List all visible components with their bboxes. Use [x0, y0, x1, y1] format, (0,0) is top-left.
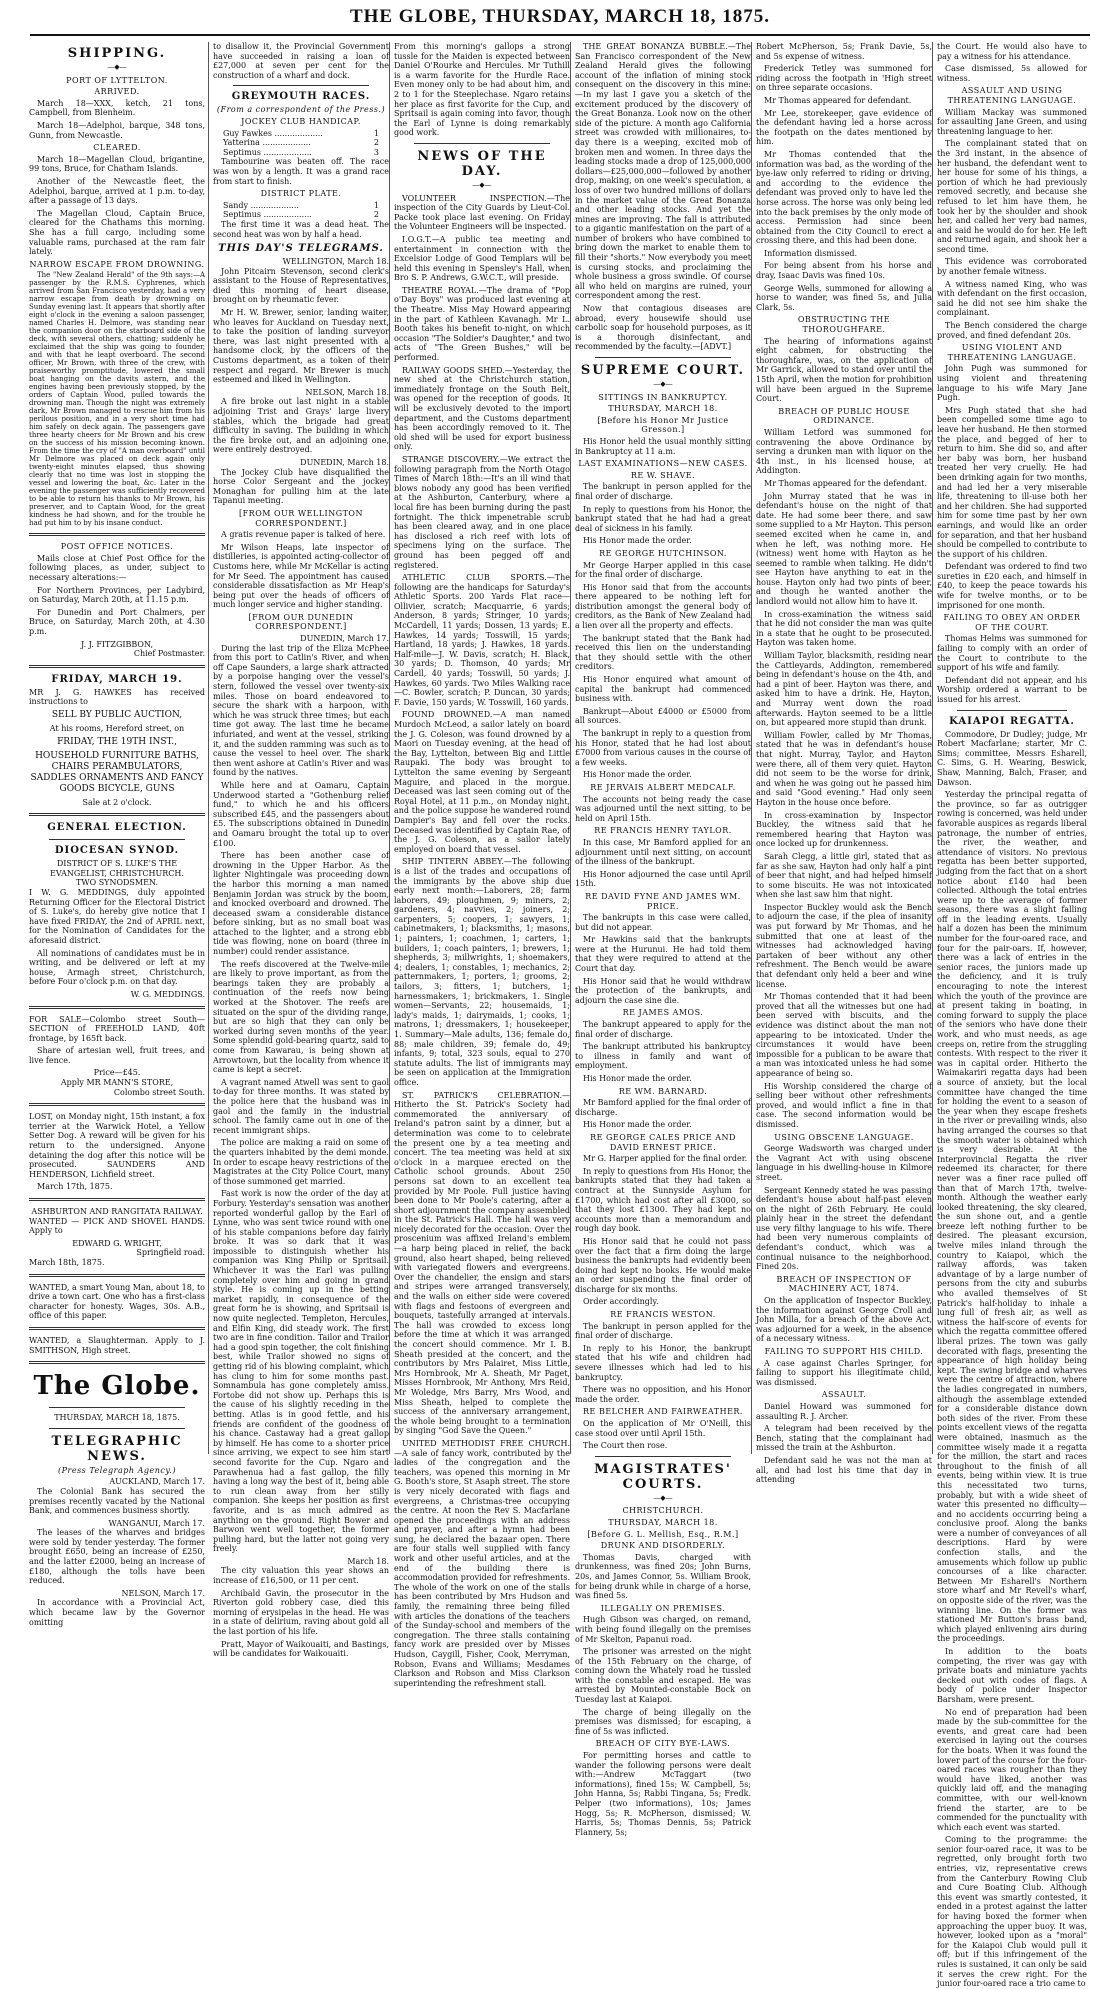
divider	[49, 1407, 185, 1408]
paragraph: In reply to questions from His Honor, the bankrupts stated that they had taken a contract at the Sunnyside Asylum for £1700, which had cost after all £3000, so that they lost £1300. They had kept no accounts more than a memorandum and rough day book.	[575, 1166, 751, 1234]
horse-name: Sandy ...................	[223, 200, 299, 210]
paragraph: Share of artesian well, fruit trees, and live fence.	[29, 1046, 205, 1065]
paragraph: March 18—Adelphoi, barque, 348 tons, Gunn, from Newcastle.	[29, 120, 205, 140]
paragraph: Frederick Tetley was summoned for riding across the footpath in 'High street on three separate occasions.	[756, 64, 932, 93]
case-heading: RE JAMES AMOS.	[622, 1008, 704, 1018]
paragraph: Archibald Gavin, the prosecutor in the Riverton gold robbery case, died this morning of erysipelas in the head. He was in a state of delirium, raving about gold all the last portion of his life.	[213, 1588, 389, 1637]
paragraph: Defendant was ordered to find two sureties in £20 each, and himself in £40, to keep the peace towards his wife for twelve months, or to be imprisoned for one month.	[937, 562, 1087, 610]
signature: J. J. FITZGIBBON,	[81, 639, 153, 649]
paragraph: A gratis revenue paper is talked of here.	[221, 530, 386, 540]
case-heading: USING VIOLENT AND THREATENING LANGUAGE.	[947, 343, 1077, 362]
paragraph: WANTED — PICK AND SHOVEL HANDS. Apply to	[29, 1216, 205, 1236]
paragraph: His Honor held the usual monthly sitting in Bankruptcy at 11 a.m.	[575, 436, 751, 456]
paragraph: In reply to questions from his Honor, the bankrupt stated that he had had a great deal of sickness in his family.	[575, 504, 751, 533]
ad-line: Price—£45.	[93, 1068, 141, 1078]
section-heading: KAIAPOI REGATTA.	[949, 715, 1075, 727]
paragraph: William Letford was summoned for contravening the above Ordinance by serving a drunken man with liquor on the 4th inst., in his licensed house, at Addington.	[756, 427, 932, 476]
paragraph: The Magellan Cloud, Captain Bruce, cleared for the Chathams this morning. She has a full cargo, including some valuable rams, purchased at the ram fair lately.	[29, 208, 205, 257]
race-row	[213, 129, 389, 139]
divider	[29, 813, 205, 816]
paragraph: the Court. He would also have to pay a witness for his attendance.	[937, 42, 1087, 61]
horse-name: Guy Fawkes ...................	[223, 128, 323, 138]
race-results	[213, 201, 389, 220]
divider	[29, 1103, 205, 1106]
placing: 1	[373, 200, 379, 210]
case-heading: RE FRANCIS HENRY TAYLOR.	[594, 826, 732, 836]
paragraph: The bankrupt appeared to apply for the final order of discharge.	[575, 1020, 751, 1039]
paragraph: I.O.G.T.—A public tea meeting and entertainment in connection with the Excelsior Lodge of Good Templars will be held this evening in Spensley's Hall, when Bro S. P. Andrews, G.W.C.T., will preside.	[394, 234, 570, 283]
subheading: TWO SYNODSMEN.	[76, 878, 158, 888]
case-heading: BREACH OF CITY BYE-LAWS.	[595, 1739, 731, 1749]
case-heading: USING OBSCENE LANGUAGE.	[774, 1132, 914, 1142]
paragraph: This evidence was corroborated by another female witness.	[937, 257, 1087, 277]
dateline: AUCKLAND, March 17.	[109, 1477, 205, 1487]
paragraph: Information dismissed.	[764, 248, 858, 258]
paragraph: For being absent from his horse and dray, Isaac Davis was fined 10s.	[756, 261, 932, 281]
section-heading: FRIDAY, MARCH 19.	[51, 673, 183, 685]
masthead-rule	[30, 34, 1090, 36]
subheading: DISTRICT PLATE.	[260, 189, 342, 199]
ad-line: EDWARD G. WRIGHT,	[72, 1238, 162, 1248]
case-heading: DRUNK AND DISORDERLY.	[600, 1541, 726, 1551]
divider	[29, 533, 205, 536]
subheading: LAST EXAMINATIONS—NEW CASES.	[578, 459, 748, 469]
paragraph: The Court then rose.	[583, 1441, 668, 1451]
subheading: ARRIVED.	[94, 87, 140, 97]
paragraph: There was no opposition, and his Honor made the order.	[575, 1385, 751, 1404]
paragraph: His Honor made the order.	[583, 536, 692, 546]
paragraph: Pratt, Mayor of Waikouaiti, and Bastings, will be candidates for Waikouaiti.	[213, 1639, 389, 1659]
subheading: PORT OF LYTTELTON.	[66, 75, 168, 85]
paragraph: SHIP TINTERN ABBEY.—The following is a list of the trades and occupations of the immigrants by the above ship due early next month:—Laborers, 28; farm laborers, 49; ploughmen, 9; miners, 2; gardeners, 4; navvies, 2; joiners, 2; carpenters, 5; coopers, 1; sawyers, 1; cabinetmakers, 1; blacksmiths, 1; masons, 1; painters, 1; coachmen, 1; carters, 1; builders, 1; coach painters, 1; brewers, 1; shepherds, 3; millwrights, 1; shoemakers, 4; dealers, 1; constables, 1; mechanics, 2; patternmakers, 1; porters, 1; grooms, 2; tailors, 3; fitters, 1; butchers, 1; harnessmakers, 1; brickmakers, 1. Single women—Servants, 22; housemaids, 1; lady's maids, 1; dairymaids, 1; cooks, 1; matrons, 1; dressmakers, 1; housekeeper, 1. Summary—Male adults, 136; female do, 88; male children, 39; female do, 49; infants, 9; total, 323 souls, equal to 270 statute adults. The list of immigrants may be seen on application at the Immigration office.	[394, 857, 570, 1087]
divider	[29, 1361, 205, 1364]
paragraph: STRANGE DISCOVERY.—We extract the following paragraph from the North Otago Times of March 18th:—It's an ill wind that blows nobody any good has been verified at the Ashburton, Canterbury, where a local fire has been burning during the past fortnight. The thick impenetrable scrub has been cleared away, and in one place has disclosed a rich reef with lots of specimens lying on the surface. The ground has been pegged off and registered.	[394, 454, 570, 570]
signature: W. G. MEDDINGS.	[130, 989, 205, 999]
column-6	[937, 42, 1088, 1989]
paragraph: A telegram had been received by the Bench, stating that the complainant had missed the train at the Ashburton.	[756, 1424, 932, 1453]
paragraph: Mr Wilson Heaps, late inspector of distilleries, is appointed acting-collector of Customs here, while Mr McKellar is acting for Mr Seed. The appointment has caused considerable dissatisfaction as Mr Heap's being put over the heads of officers of much longer service and higher standing.	[213, 542, 389, 610]
paragraph: There has been another case of drowning in the Upper Harbor. As the lighter Nightingale was proceeding down the harbor this morning a man named Benjamin Jordan was struck by the boom, and knocked overboard and drowned. The deceased swam a considerable distance before sinking, but as no small boat was attached to the lighter, and a strong ebb tide was flowing, none on board (three in number) could render assistance.	[213, 851, 389, 957]
paragraph: Mr Thomas contended that the information was bad, as the wording of the bye-law only referred to riding or driving, and according to the evidence the defendant was proved only to have led the horse across. The horse was only being led into the back premises by the only mode of access. Permission had since been obtained from the City Council to erect a crossing there, and this had been done.	[756, 149, 932, 246]
paragraph: March 17th, 1875.	[37, 1182, 113, 1192]
paragraph: The bankrupt in person applied for the final order of discharge.	[575, 1321, 751, 1341]
paragraph: His Honor adjourned the case until April 15th.	[575, 869, 751, 889]
subheading: CHRISTCHURCH.	[622, 1506, 704, 1516]
paragraph: Sergeant Kennedy stated he was passing defendant's house about half-past eleven on the night of 26th February. He could plainly hear in the street the defendant use very filthy language to his wife. There had been very numerous complaints of defendant's conduct, which was a continual nuisance to the neighborhood. Fined 20s.	[756, 1185, 932, 1272]
paragraph: LOST, on Monday night, 15th instant, a fox terrier at the Warwick Hotel, a Yellow Setter Dog. A reward will be given for his return to the undersigned. Anyone detaining the dog after this notice will be prosecuted. SAUNDERS AND HENDERSON, Lichfield street.	[29, 1112, 205, 1179]
column-4	[575, 42, 751, 1837]
signature-role: Chief Postmaster.	[133, 649, 205, 659]
paragraph: UNITED METHODIST FREE CHURCH.—A sale of fancy work, contributed by the ladies of the congregation and the teachers, was opened this morning in Mr G. Booth's store, St Asaph street. The store is very nicely decorated with flags and evergreens, a Christmas-tree occupying the centre. At noon the Rev S. Macfarlane opened the proceedings with an address and prayer, and after a hymn had been sung, he declared the bazaar open. There are four stalls well supplied with fancy work and other useful articles, and at the end of the building there is accommodation provided for refreshments. The whole of the work on one of the stalls has been contributed by Mrs Hudson and family, the remaining three being filled with articles the donations of the teachers of the Sunday-school and members of the congregation. The three stalls containing fancy work are presided over by Misses Hudson, Caygill, Fisher, Cook, Merryman, Robson, Evans and Williams; Mesdames Clarkson and Robson and Miss Clarkson superintending the refreshment stall.	[394, 1438, 570, 1688]
paragraph: The charge of being illegally on the premises was dismissed; for escaping, a fine of 5s was inflicted.	[575, 1707, 751, 1736]
paragraph: For permitting horses and cattle to wander the following persons were dealt with:—Andrew McTaggart (two informations), fined 15s; W. Campbell, 5s; John Hanna, 5s; Rabbi Tingana, 5s; Fredk. Pelper (two informations), 10s; James Hogg, 5s; R. McPherson, dismissed; W. Harris, 5s; Thomas Dennis, 5s; Patrick Flannery, 5s;	[575, 1751, 751, 1837]
paragraph: John Murray stated that he was in defendant's house on the night of that date. He had some beer there, and saw some supplied to a Mr Hayton. This person seemed excited when he came in, and when he left, was nothing more. He (witness) went home with Hayton as he seemed to ramble when talking. He didn't see Hayton have anything to eat in the house. Hayton only had two pints of beer, and though he wanted another the landlord would not allow him to have it.	[756, 491, 932, 607]
paragraph: Hugh Gibson was charged, on remand, with being found illegally on the premises of Mr Skelton, Papanui road.	[575, 1615, 751, 1644]
paragraph: The accounts not being ready the case was adjourned until the next sitting, to be held on April 15th.	[575, 794, 751, 823]
paragraph: THEATRE ROYAL.—The drama of "Pop o'Day Boys" was produced last evening at the Theatre. Miss May Howard appearing in the part of Kathleen Kavanagh. Mr L. Booth takes his benefit to-night, on which occasion "The Soldier's Daughter," and two acts of "The Green Bushes," will be performed.	[394, 285, 570, 363]
paragraph: Inspector Buckley would ask the Bench to adjourn the case, if the plea of insanity was put forward by Mr Thomas, and he submitted that one at least of the witnesses had acknowledged having partaken of beer without any other refreshment. The Bench would be aware that defendant only held a beer and wine license.	[756, 902, 932, 989]
paragraph: In cross-examination the witness said that he did not consider the man was quite in a state that he ought to be prosecuted. Hayton was taken home.	[756, 609, 932, 648]
paragraph: Mr Bamford applied for the final order of discharge.	[575, 1098, 751, 1117]
ad-line: Colombo street South.	[113, 1087, 205, 1097]
subheading: (From a correspondent of the Press.)	[216, 105, 386, 115]
subheading: NARROW ESCAPE FROM DROWNING.	[29, 259, 205, 269]
divider	[414, 143, 550, 144]
dateline: WELLINGTON, March 18.	[282, 257, 389, 267]
placing: 1	[373, 128, 379, 138]
paragraph: ATHLETIC CLUB SPORTS.—The following are the handicaps for Saturday's Athletic Sports. 200 Yards Flat race—Ollivier, scratch; Macquarrie, 6 yards; Anderson, 8 yards; Stringer, 10 yards; McCardell, 11 yards; Dossen, 13 yards; E. Hawkes, 14 yards; Tosswill, 15 yards; Hartland, 18 yards; J. Hawkes, 18 yards. Half-mile—J. W. Davis, scratch; H. Black, 30 yards; D. Thomson, 40 yards; Mr Cardell, 40 yards; Tosswill, 50 yards; J. Hawkes, 60 yards. Two Miles Walking race—C. Bowler, scratch; P. Duncan, 30 yards; F. Davie, 150 yards; W. Tosswill, 160 yards.	[394, 573, 570, 707]
subheading: ASHBURTON AND RANGITATA RAILWAY.	[31, 1207, 203, 1216]
paragraph: WANTED, a Slaughterman. Apply to J. SMITHSON, High street.	[29, 1335, 205, 1355]
subheading: (Press Telegraph Agency.)	[58, 1465, 176, 1475]
case-heading: RE DAVID FYNE AND JAMES WM. PRICE.	[585, 891, 741, 911]
horse-name: Septimus ...................	[223, 147, 312, 157]
paragraph: Tambourine was beaten off. The race was won by a length. It was a grand race from start to finish.	[213, 157, 389, 186]
paragraph: Now that contagious diseases are abroad, every housewife should use carbolic soap for household purposes, as it is a thorough disinfectant, and recommended by the faculty.—[ADVT.]	[575, 304, 751, 352]
ornament: —◆—	[472, 180, 492, 189]
subheading: THURSDAY, MARCH 18.	[608, 1517, 718, 1527]
case-heading: BREACH OF PUBLIC HOUSE ORDINANCE.	[778, 406, 910, 426]
paragraph: The bankrupt stated that the Bank had received this lien on the understanding that they should settle with the other creditors.	[575, 633, 751, 672]
case-heading: RE W. SHAVE.	[630, 470, 696, 480]
divider	[49, 1428, 185, 1429]
dateline: WANGANUI, March 17.	[108, 1518, 205, 1528]
paragraph: March 18—Magellan Cloud, brigantine, 99 tons, Bruce, for Chatham Islands.	[29, 154, 205, 174]
subheading: DISTRICT OF S. LUKE'S THE EVANGELIST, CHRISTCHURCH.	[50, 859, 184, 878]
paragraph: The bankrupt in reply to a question from his Honor, stated that he had lost about £7000 from various causes in the course of a few weeks.	[575, 729, 751, 767]
paragraph: Daniel Howard was summoned for assaulting R. J. Archer.	[756, 1401, 932, 1421]
subheading: JOCKEY CLUB HANDICAP.	[241, 116, 361, 126]
paragraph: His Honor made the order.	[583, 1120, 692, 1130]
paragraph: For Dunedin and Port Chalmers, per Bruce, on Saturday, March 20th, at 4.30 p.m.	[29, 607, 205, 637]
subheading: THURSDAY, MARCH 18.	[608, 404, 718, 414]
paragraph: March 18th, 1875.	[29, 1257, 105, 1267]
paragraph: During the last trip of the Eliza McPhee from this port to Catlin's River, and when off Cape Saunders, a large shark attracted by a porpoise hanging over the vessel's stern, followed the vessel over twenty-six miles. Those on board endeavored to secure the shark with a harpoon, with which he was struck three times; but each time got away. The last time he became infuriated, and went at the vessel, striking it, and the sudden ramming was such as to cause the vessel to heel over. The shark then went ashore at Catlin's River and was found by the natives.	[213, 643, 389, 778]
case-heading: FAILING TO SUPPORT HIS CHILD.	[764, 1347, 924, 1356]
paragraph: The hearing of informations against eight cabmen, for obstructing the thoroughfare, was, on the application of Mr Garrick, allowed to stand over until the 15th April, when the motion for prohibition will have been argued in the Supreme Court.	[756, 336, 932, 404]
paragraph: A vagrant named Atwell was sent to gaol to-day for three months. It was stated by the police here that the husband was in gaol and the family in the industrial school. The family came out in one of the recent immigrant ships.	[213, 1077, 389, 1135]
paragraph: In cross-examination by Inspector Buckley, the witness said that he remembered hearing that Hayton was once locked up for drunkenness.	[756, 810, 932, 849]
paragraph: Mrs Pugh stated that she had been compelled some time ago to leave her husband. He then stormed the place, and begged of her to return to him. She did so, and after her baby was born, her husband treated her very cruelly. He had been drinking again for two months, and had led her a very miserable life, threatening to ill-use both her and her children. She had supported him for some time past by her own earnings, and would like an order for separation, and that her husband should be compelled to contribute to the support of his children.	[937, 405, 1087, 559]
subheading: [FROM OUR WELLINGTON CORRESPONDENT.]	[239, 508, 363, 528]
dateline: DUNEDIN, March 18.	[300, 457, 389, 467]
paragraph: Thomas Davis, charged with drunkenness, was fined 20s; John Burns, 20s, and James Connor, 5s. William Brook, for being drunk while in charge of a horse, was fined 5s.	[575, 1552, 751, 1601]
paragraph: The Bench considered the charge proved, and fined defendant 20s.	[937, 321, 1087, 340]
divider	[29, 1198, 205, 1201]
paragraph: His Honor enquired what amount of capital the bankrupt had commenced business with.	[575, 675, 751, 704]
paragraph: The Jockey Club have disqualified the horse Color Sergeant and the jockey Monaghan for pulling him at the late Tapanui meeting.	[213, 467, 389, 506]
paragraph: George Wells, summoned for allowing a horse to wander, was fined 5s, and Julia Clark, 5s.	[756, 283, 932, 312]
divider	[29, 1274, 205, 1277]
paragraph: While here and at Oamaru, Captain Underwood started a "Gothenburg relief fund," to which he and his officers subscribed £45, and the passengers about £5. The subscriptions obtained in Dunedin and Oamaru brought the total up to over £100.	[213, 780, 389, 848]
divider	[957, 710, 1067, 711]
race-row	[213, 138, 389, 148]
subheading: [Before his Honor Mr Justice Gresson.]	[597, 415, 729, 435]
case-heading: RE JERVAIS ALBERT MEDCALF.	[590, 782, 736, 792]
date-line: THURSDAY, MARCH 18, 1875.	[54, 1413, 180, 1423]
paragraph: VOLUNTEER INSPECTION.—The inspection of the City Guards by Lieut-Col. Packe took place last evening. On Friday the Volunteer Engineers will be inspected.	[394, 193, 570, 232]
placing: 2	[373, 210, 379, 220]
divider	[595, 357, 731, 358]
section-heading: TELEGRAPHIC NEWS.	[51, 1433, 183, 1464]
paragraph: WANTED, a smart Young Man, about 18, to drive a town cart. One who has a first-class character for honesty. Wages, 30s. A.B., office of this paper.	[29, 1282, 205, 1321]
subheading: SITTINGS IN BANKRUPTCY.	[598, 392, 728, 402]
paragraph: The complainant stated that on the 3rd instant, in the absence of her husband, the defendant went to her house for some of his things, a portion of which he had previously removed secretly, and because she refused to let him have them, he took her by the shoulder and shook her, and called her very bad names, and said he would do for her. He left and returned again, and shook her a second time.	[937, 139, 1087, 254]
paragraph: FOR SALE—Colombo street South—SECTION of FREEHOLD LAND, 40ft frontage, by 165ft back.	[29, 1014, 205, 1043]
paragraph: The Colonial Bank has secured the premises recently vacated by the National Bank, and commences business shortly.	[29, 1486, 205, 1516]
paragraph: The bankrupt in person applied for the final order of discharge.	[575, 482, 751, 501]
paragraph: Robert McPherson, 5s; Frank Davie, 5s, and 5s expense of witness.	[756, 42, 932, 61]
column-2	[213, 42, 389, 1659]
placing: 2	[373, 138, 379, 148]
section-heading: GENERAL ELECTION.	[47, 822, 187, 834]
ad-line: Sale at 2 o'clock.	[82, 797, 152, 807]
paragraph: RAILWAY GOODS SHED.—Yesterday, the new shed at the Christchurch station, immediately frontage on the South Belt, was opened for the reception of goods. It will be exclusively devoted to the import department, and the Customs department has been accordingly removed to it. The old shed will be used for export business only.	[394, 365, 570, 452]
paragraph: Commodore, Dr Dudley; judge, Mr Robert Macfarlane; starter, Mr C. Sims; committee, Messrs Esharell, C. Sims, G. H. Wearing, Beswick, Shaw, Manning, Balch, Fraser, and Dawson.	[937, 729, 1087, 787]
paragraph: FOUND DROWNED.—A man named Murdoch McLeod, a sailor lately on board the J. G. Coleson, was found drowned by a Maori on Tuesday evening, at the head of the Bay, Lyttelton, between Big and Little Raupaki. The body was brought to Lyttelton the same evening by Sergeant Maguire, and placed in the morgue. Deceased was last seen coming out of the Royal Hotel, at 11 p.m., on Monday night, and the police suppose he wandered round Dampier's Bay and fell over the rocks. Deceased was identified by Captain Rae, of the J. G. Coleson, as a sailor lately employed on board that vessel.	[394, 710, 570, 854]
paragraph: MR J. G. HAWKES has received instructions to	[29, 687, 205, 707]
case-heading: RE FRANCIS WESTON.	[610, 1310, 716, 1320]
section-heading: SUPREME COURT.	[580, 363, 746, 378]
paragraph: The prisoner was arrested on the night of the 15th February on the charge, of coming down the Whately road he tussled with the constable and escaped. He was arrested by Mounted-constable Bock on Tuesday last at Kaiapoi.	[575, 1647, 751, 1705]
paragraph: The "New Zealand Herald" of the 9th says:—A passenger by the R.M.S. Cyphrenes, which arrived from San Francisco yesterday, had a very narrow escape from death by drowning on Sunday evening last. It appears that shortly after eight o'clock in the evening a saloon passenger, named Charles H. Delmore, was standing near the companion door on the starboard side of the deck, with several others, chatting; suddenly he exclaimed that the ship was going to founder, and with that he leapt overboard. The second officer, Mr Brown, with three of the crew, with praiseworthy promptitude, lowered the small boat hanging on the davits astern, and the engines having been previously stopped, by the orders of Captain Wood, pulled towards the drowning man. Though the night was extremely dark, Mr Brown managed to rescue him from his perilous position, and in a very short time had him safely on deck again. The passengers gave three hearty cheers for Mr Brown and his crew on the success of his mission becoming known. From the time the cry of "A man overboard" until Mr Delmore was placed on deck again only twenty-eight minutes elapsed, thus showing clearly that no time was lost in stopping the vessel and lowering the boat, &c. Later in the evening the passenger was sufficiently recovered to be able to return his thanks to Mr Brown, his preserver, and to Captain Wood, for the great kindness he had shown, and for the trouble he had put him to by his insane conduct.	[29, 271, 205, 528]
column-rule	[751, 42, 752, 1454]
paragraph: Mr H. W. Brewer, senior, landing waiter, who leaves for Auckland on Tuesday next, to take the position of landing surveyor there, was last night presented with a handsome clock, by the officers of the Customs department, as a token of their respect and regard. Mr Brewer is much esteemed and liked in Wellington.	[213, 308, 389, 385]
divider	[595, 1456, 731, 1457]
paragraph: ST. PATRICK'S CELEBRATION.—Hitherto the St. Patrick's Society had commemorated the anniversary of Ireland's patron saint by a dinner, but a determination was come to to celebrate the present one by a tea meeting and concert. The tea meeting was held at six o'clock in a marquee erected on the Catholic school grounds. About 250 persons sat down to an excellent tea provided by Mr Poole. Full justice having been done to Mr Poole's catering, after a short adjournment the company assembled in the St. Patrick's Hall. The hall was very nicely decorated for the occasion. Over the proscenium was affixed Ireland's emblem—a harp being placed in relief, the back ground, also heart shaped, being relieved with variegated flowers and evergreens. Over the chandelier, the ensign and stars and stripes were arranged transversely, and the walls on either side were covered with flags and festoons of evergreen and bouquets, tastefully arranged at intervals. The hall was crowded to excess long before the time at which it was arranged the concert should commence. Mr I. B. Sheath presided at the concert, and the contributors by Mrs Palairet, Miss Little, Mrs Hornbrook, Mr A. Sheath, Mr Paget, Misses Hornbrook, Mr Anthony, Mrs Reid, Mr Woledge, Mrs Barry, Mrs Wood, and Miss Sheath, helped to complete the success of the anniversary arrangement, the whole being brought to a termination by singing "God Save the Queen."	[394, 1090, 570, 1436]
paragraph: His Honor made the order.	[583, 1074, 692, 1083]
dateline: DUNEDIN, March 17.	[300, 634, 389, 644]
subheading: CLEARED.	[93, 143, 141, 153]
paragraph: March 18—XXX, ketch, 21 tons, Campbell, from Blenheim.	[29, 98, 205, 118]
paragraph: Mr Lee, storekeeper, gave evidence of the defendant having led a horse across the footpath on the dates mentioned by him.	[756, 108, 932, 147]
ad-line: Springfield road.	[136, 1248, 205, 1258]
paragraph: His Honor said that he could not pass over the fact that a firm doing the large business the bankrupts had evidently been doing had kept no books. He would make an order suspending the final order of discharge for six months.	[575, 1236, 751, 1294]
paragraph: to disallow it, the Provincial Government have succeeded in raising a loan of £27,000 at seven per cent for the construction of a wharf and dock.	[213, 42, 389, 80]
case-heading: RE GEORGE CALES PRICE AND DAVID ERNEST PRICE.	[590, 1132, 736, 1152]
ornament: —◆—	[107, 63, 127, 71]
section-heading: GREYMOUTH RACES.	[231, 91, 371, 103]
newspaper-logo: The Globe.	[33, 1371, 201, 1402]
paragraph: The reefs discovered at the Twelve-mile are likely to prove important, as from the bearings taken they are probably a continuation of the reefs now being worked at the Shotover. The reefs are situated on the spur of the dividing range, but are so high that they can only be worked during seven months of the year. Some splendid gold-bearing quartz, said to come from Kawarau, is being shown at Arrowtown, but the locality from whence it came is kept a secret.	[213, 959, 389, 1075]
race-row	[213, 148, 389, 158]
paragraph: Mr Thomas appeared for the defendant.	[764, 478, 927, 488]
paragraph: In accordance with a Provincial Act, which became law by the Governor omitting	[29, 1598, 205, 1627]
column-rule	[389, 42, 390, 1454]
paragraph: The bankrupt attributed his bankruptcy to illness in family and want of employment.	[575, 1042, 751, 1071]
paragraph: Yesterday the principal regatta of the province, so far as outrigger rowing is concerned, was held under favorable auspices as regards liberal patronage, the number of entries, the river, the weather, and attendance of visitors. No previous regatta has been better supported, judging from the fact that on a short notice about £140 had been collected. Although the total entries were up to the average of former seasons, there was a slight falling off in the leading events. Usually half a dozen has been the minimum number for the four-oared race, and four for the pair-oars. If, however, there was a lack of entries in the senior races, the juniors made up the deficiency, and it is truly encouraging to note the interest which the youth of the province are at present taking in boating, in coming forward to supply the place of the seniors who have done their work, and who must needs, as age creeps on, retire from the struggling contests. With respect to the river it was in capital order. Hitherto the Waimakariri regatta days had been a source of anxiety, but the local committee have changed the time for holding the event to a season of the year when they escape freshets in the river or prevailing winds, also having arranged the courses so that the smooth water is obtained which is very desirable. At the Interprovincial Regatta the river redeemed its character, for there never was a finer race pulled off than that of March 17th, twelve-month. Although the weather early looked threatening, the sky cleared, the sun shone out, and a gentle breeze left nothing further to be desired. The pleasant excursion, twelve miles inland through the country to Kaiapoi, which the railway affords, was taken advantage of by a large number of persons from the city and suburbs who availed themselves of St Patrick's half-holiday to inhale a lung full of fresh air, as well as witness the half-score of events for which the regatta committee offered liberal prizes. The town was gaily decorated with flags, presenting the appearance of high holiday being kept. The swing bridge and wharves were the centre of attraction, where the ladies congregated in numbers, although the assemblage extended for a considerable distance down both sides of the river. From these points excellent views of the regatta were obtained, inasmuch as the committee wisely made it a regatta for the million, the start and races throughout to the finish of all events, being within view. It is true this necessitated two turns, probably, but with a wide sheet of water this presented no difficulty—and no accidents occurring being a conclusive proof. Along the banks were a number of conveyances of all descriptions. Hard by were confection stalls, and the amusements which follow up public concourses of a like character. Between Mr Esharell's Northern store wharf and Mr Revell's wharf, on opposite side of the river, was the winning line. On the former was stationed Mr Button's brass band, which played enlivening airs during the proceedings.	[937, 790, 1088, 1644]
ad-line: At his rooms, Hereford street, on	[49, 724, 185, 733]
paragraph: His Honor made the order.	[583, 770, 692, 780]
race-row	[213, 201, 389, 211]
paragraph: The leases of the wharves and bridges were sold by tender yesterday. The former brought £650, being an increase of £250, and the latter £2000, being an increase of £180, although the tolls have been reduced.	[29, 1528, 205, 1586]
column-1	[29, 42, 205, 1627]
paragraph: Defendant did not appear, and his Worship ordered a warrant to be issued for his arrest.	[937, 675, 1087, 704]
ad-line: SELL BY PUBLIC AUCTION,	[51, 710, 183, 720]
paragraph: George Wadsworth was charged under the Vagrant Act with using obscene language in his dwelling-house in Kilmore street.	[756, 1144, 932, 1182]
dateline: March 18.	[347, 1556, 389, 1566]
paragraph: Fast work is now the order of the day at Forbury. Yesterday's sensation was another reported wonderful gallop by the Earl of Lynne, who was sent twice round with one of his stable companions before day fairly broke. It was so dark that it was impossible to distinguish whether his companion was King Philip or Spritsail. Whichever it was the Earl was pulling completely over him and going in grand style. He is coming up in the betting market rapidly, in consequence of the great form he is showing, and Spritsail is now quite neglected. Templeton, Hercules, and Elfin King, did steady work. The first two are in fine condition. Tailor and Trailor had a good spin together, the colt finishing best, while Trailor showed no signs of getting rid of his blowing complaint, which has clung to him for some months past. Somnambula has gone completely amiss. Fortobe did not show up. Perhaps this is the cause of his slightly receding in the betting. Atlas is in good fettle, and his friends are confident of the goodness of his chance. Castaway had a great gallop by himself. He has come to a shorter price since arriving, we expect to see him start second favorite for the Cup. Ngaro and Parawhenua had a fast gallop, the filly having a long way the best of it, being able to run clean away from her stilly companion. She keeps her position as first favorite, and is as much admired as anything on the ground. Right Bower and Barwon went well together, the former pulling hard, but the latter not going very freely.	[213, 1189, 389, 1554]
paragraph: His Honor said that he would withdraw the protection of the bankrupts, and adjourn the case sine die.	[575, 976, 751, 1005]
dateline: NELSON, March 17.	[121, 1588, 205, 1598]
paragraph: On the application of Inspector Buckley, the information against George Croll and John Milla, for a breach of the above Act, was adjourned for a week, in the absence of a necessary witness.	[756, 1296, 932, 1344]
ornament: —◆—	[653, 380, 673, 388]
paragraph: In this case, Mr Bamford applied for an adjournment until next sitting, on account of the illness of the bankrupt.	[575, 837, 751, 867]
case-heading: OBSTRUCTING THE THOROUGHFARE.	[797, 315, 891, 335]
paragraph: On the application of Mr O'Neill, this case stood over until April 15th.	[575, 1419, 751, 1438]
paragraph: The city valuation this year shows an increase of £16,500, or 11 per cent.	[213, 1566, 389, 1586]
divider	[29, 665, 205, 668]
paragraph: John Pugh was summoned for using violent and threatening language to his wife Mary Jane Pugh.	[937, 364, 1087, 403]
ad-line: FRIDAY, THE 19TH INST.,	[57, 736, 177, 747]
paragraph: Sarah Clegg, a little girl, stated that as far as she saw, Hayton had only half a pint of beer that night, and had helped himself to some biscuits. He was not intoxicated when she last saw him that night.	[756, 851, 932, 900]
paragraph: In addition to the boats competing, the river was gay with private boats and miniature yachts decked out with codes of flags. A body of police under Inspector Barsham, were present.	[937, 1647, 1087, 1704]
paragraph: William Mackay was summoned for assaulting Jane Green, and using threatening language to her.	[937, 107, 1087, 136]
paragraph: His Honor said that from the accounts there appeared to be nothing left for distribution amongst the general body of creditors, as the Bank of New Zealand had a lien over all the property and effects.	[575, 582, 751, 631]
paragraph: Another of the Newcastle fleet, the Adelphoi, barque, arrived at 1 p.m. to-day, after a passage of 13 days.	[29, 176, 205, 206]
case-heading: RE WM. BARNARD.	[618, 1086, 708, 1096]
column-rule	[208, 42, 209, 1454]
paragraph: Case dismissed, 5s allowed for witness.	[937, 64, 1087, 83]
horse-name: Septimus ...................	[223, 210, 312, 220]
column-rule	[570, 42, 571, 1454]
race-row	[213, 210, 389, 220]
paragraph: THE GREAT BONANZA BUBBLE.—The San Francisco correspondent of the New Zealand Herald gives the following account of the inflation of mining stock consequent on the discovery in this mine:—In my last I gave you a sketch of the excitement produced by the discovery of the Great Bonanza. Look now on the other side of the picture. A month ago California street was crowded with millionaires, to-day there is a weeping, excited mob of broken men and women. In three days the leading stocks made a drop of 125,000,000 dollars—£25,000,000—followed by another drop, making, on one week's speculation, a loss of over two hundred millions of dollars in the market value of the Great Bonanza and other leading stocks. And yet the mines are improving. The fall is attributed to a gigantic manifestation on the part of a number of brokers who have combined to bring down the market to enable them to fill their "shorts." Now everybody you meet is cursing stocks, and proclaiming the whole business a gross swindle. Of course all who held on margins are ruined, your correspondent among the rest.	[575, 42, 751, 301]
divider	[29, 1327, 205, 1330]
ad-line: HOUSEHOLD FURNITURE BATHS, CHAIRS PERAMBULATORS, SADDLES ORNAMENTS AND FANCY GOODS BICYCLE, GUNS	[30, 750, 204, 794]
divider	[49, 839, 185, 840]
paragraph: In reply to his Honor, the bankrupt stated that his wife and children had severe illnesses which had led to his bankruptcy.	[575, 1343, 751, 1382]
placing: 3	[373, 147, 379, 157]
paragraph: All nominations of candidates must be in writing, and be delivered or left at my house, Armagh street, Christchurch, before Four o'clock p.m. on that day.	[29, 948, 205, 987]
paragraph: A witness named King, who was with defendant on the first occasion, said he did not see him shake the complainant.	[937, 279, 1087, 318]
divider	[233, 85, 369, 86]
section-heading: SHIPPING.	[67, 46, 167, 61]
paragraph: Mr Thomas contended that it had been proved that all the witnesses but one had been served with biscuits, and the evidence was distinct about the man not appearing to be intoxicated. Under the circumstances it would have been impossible for a publican to be aware that a man was intoxicated unless he had some appearance of being so.	[756, 992, 932, 1078]
paragraph: John Pitcairn Stevenson, second clerk's assistant to the House of Representatives, died this morning of heart disease, brought on by rheumatic fever.	[213, 266, 389, 305]
paragraph: A case against Charles Springer, for failing to support his illegitimate child, was dismissed.	[756, 1358, 932, 1387]
paragraph: Mails close at Chief Post Office for the following places, as under, subject to necessary alterations:—	[29, 553, 205, 583]
case-heading: RE BELCHER AND FAIRWEATHER.	[583, 1407, 743, 1417]
case-heading: FAILING TO OBEY AN ORDER OF THE COURT.	[943, 613, 1081, 632]
paragraph: The bankrupts in this case were called, but did not appear.	[575, 913, 751, 932]
paragraph: A fire broke out last night in a stable adjoining Trist and Grays' large livery stables, which the brigade had great difficulty in saving. The building in which the fire broke out, and an adjoining one, were entirely destroyed.	[213, 397, 389, 455]
paragraph: Order accordingly.	[583, 1297, 659, 1307]
subheading: [FROM OUR DUNEDIN CORRESPONDENT.]	[248, 612, 354, 632]
column-5	[756, 42, 932, 1485]
paragraph: Defendant said he was not the man at all, and had lost his time that day in attending	[756, 1455, 932, 1485]
case-heading: ASSAULT.	[821, 1390, 867, 1400]
paragraph: Thomas Helms was summoned for failing to comply with an order of the Court to contribute to the support of his wife and family.	[937, 634, 1087, 673]
subheading: POST OFFICE NOTICES.	[60, 542, 174, 552]
horse-name: Yatterina ...................	[223, 138, 311, 148]
paragraph: The police are making a raid on some of the quarters inhabited by the demi monde. In order to escape heavy restrictions of the Magistrates at the City Police Court, many of those summoned get married.	[213, 1138, 389, 1186]
paragraph: I W. G. MEDDINGS, duly appointed Returning Officer for the Electoral District of S. Luke's, do hereby give notice that I have fixed FRIDAY, the 2nd of APRIL next, for the Nomination of Candidates for the aforesaid district.	[29, 887, 205, 945]
case-heading: RE GEORGE HUTCHINSON.	[599, 548, 727, 558]
paragraph: No end of preparation had been made by the sub-committee for the events, and great care had been exercised in laying out the courses for the boats. When it was found the lower part of the course for the four-oared races was rougher than they would have liked, another was quickly laid off, and the managing committee, with our well-known friend the starter, are to be commended for the punctuality with which each event was started.	[937, 1707, 1087, 1832]
section-heading: MAGISTRATES' COURTS.	[594, 1461, 732, 1492]
dateline: NELSON, March 18.	[305, 387, 389, 397]
paragraph: Mr Thomas appeared for defendant.	[764, 95, 912, 105]
case-heading: BREACH OF INSPECTION OF MACHINERY ACT, 1874.	[776, 1274, 912, 1294]
subheading: [Before G. L. Mellish, Esq., R.M.]	[587, 1529, 739, 1539]
paragraph: Coming to the programme: the senior four-oared race, it was to be regretted, only brought forth two entries, viz, representative crews from the Canterbury Rowing Club and Cure Boating Club. Although this event was smartly contested, it ended in a protest against the latter for having boxed the former when approaching the upper buoy. It was, however, looked upon as a "moral" for the Kaiapoi Club would pull it off; but if this infringement of the rules is sustained, it can only be said it serves the crew right. For the junior four-oared race a trio came to	[937, 1835, 1087, 1989]
masthead: THE GLOBE, THURSDAY, MARCH 18, 1875.	[349, 6, 771, 27]
paragraph: William Taylor, blacksmith, residing near the Cattleyards, Addington, remembered being in defendant's house on the 4th, and had a pint of beer. Hayton was there, and asked him to have a drink. He, Hayton, and Murray went down the road afterwards. Hayton seemed to be a little on, but appeared more stupid than drunk.	[756, 651, 932, 728]
column-3	[394, 42, 570, 1688]
ad-line: Apply MR MANN'S STORE,	[60, 1078, 174, 1088]
paragraph: Mr George Harper applied in this case for the final order of discharge.	[575, 560, 751, 580]
race-results	[213, 129, 389, 158]
paragraph: For Northern Provinces, per Ladybird, on Saturday, March 20th, at 11.15 p.m.	[29, 585, 205, 605]
divider	[29, 1006, 205, 1009]
paragraph: The first time it was a dead heat. The second heat was won by half a head.	[213, 219, 389, 239]
paragraph: From this morning's gallops a strong tussle for the Maiden is expected between Daniel O'Rourke and Hercules. Mr Tuthill is a warm favorite for the Hurdle Race. Even money only to be had about him, and 2 to 1 for the Steeplechase. Ngaro retains her place as first favorite for the Cup, and Spritsail is again coming into favor, though the Earl of Lynne is doing remarkably good work.	[394, 42, 570, 138]
case-heading: ILLEGALLY ON PREMISES.	[600, 1603, 726, 1613]
section-heading: DIOCESAN SYNOD.	[54, 845, 180, 857]
case-heading: ASSAULT AND USING THREATENING LANGUAGE.	[947, 86, 1077, 105]
paragraph: Mr G. Harper applied for the final order.	[583, 1154, 748, 1164]
ornament: —◆—	[653, 1493, 673, 1502]
paragraph: Mr Hawkins said that the bankrupts were at the Hurunui. He had told them that they were required to attend at the Court that day.	[575, 935, 751, 974]
section-heading: NEWS OF THE DAY.	[417, 148, 547, 179]
paragraph: William Fowler, called by Mr Thomas, stated that he was in defendant's house that night. Murray, Taylor, and Hayton were there, all of them very quiet. Hayton did not seem to be the worse for drink, and when he was going out he passed him and said "Good evening." Had only seen Hayton in the house once before.	[756, 730, 932, 807]
section-heading: THIS DAY'S TELEGRAMS.	[218, 243, 384, 255]
column-rule	[932, 42, 933, 1454]
paragraph: Bankrupt—About £4000 or £5000 from all sources.	[575, 706, 751, 726]
paragraph: His Worship considered the charge of selling beer without other refreshments proved, and would inflict a fine in that case. The second information would be dismissed.	[756, 1081, 932, 1129]
